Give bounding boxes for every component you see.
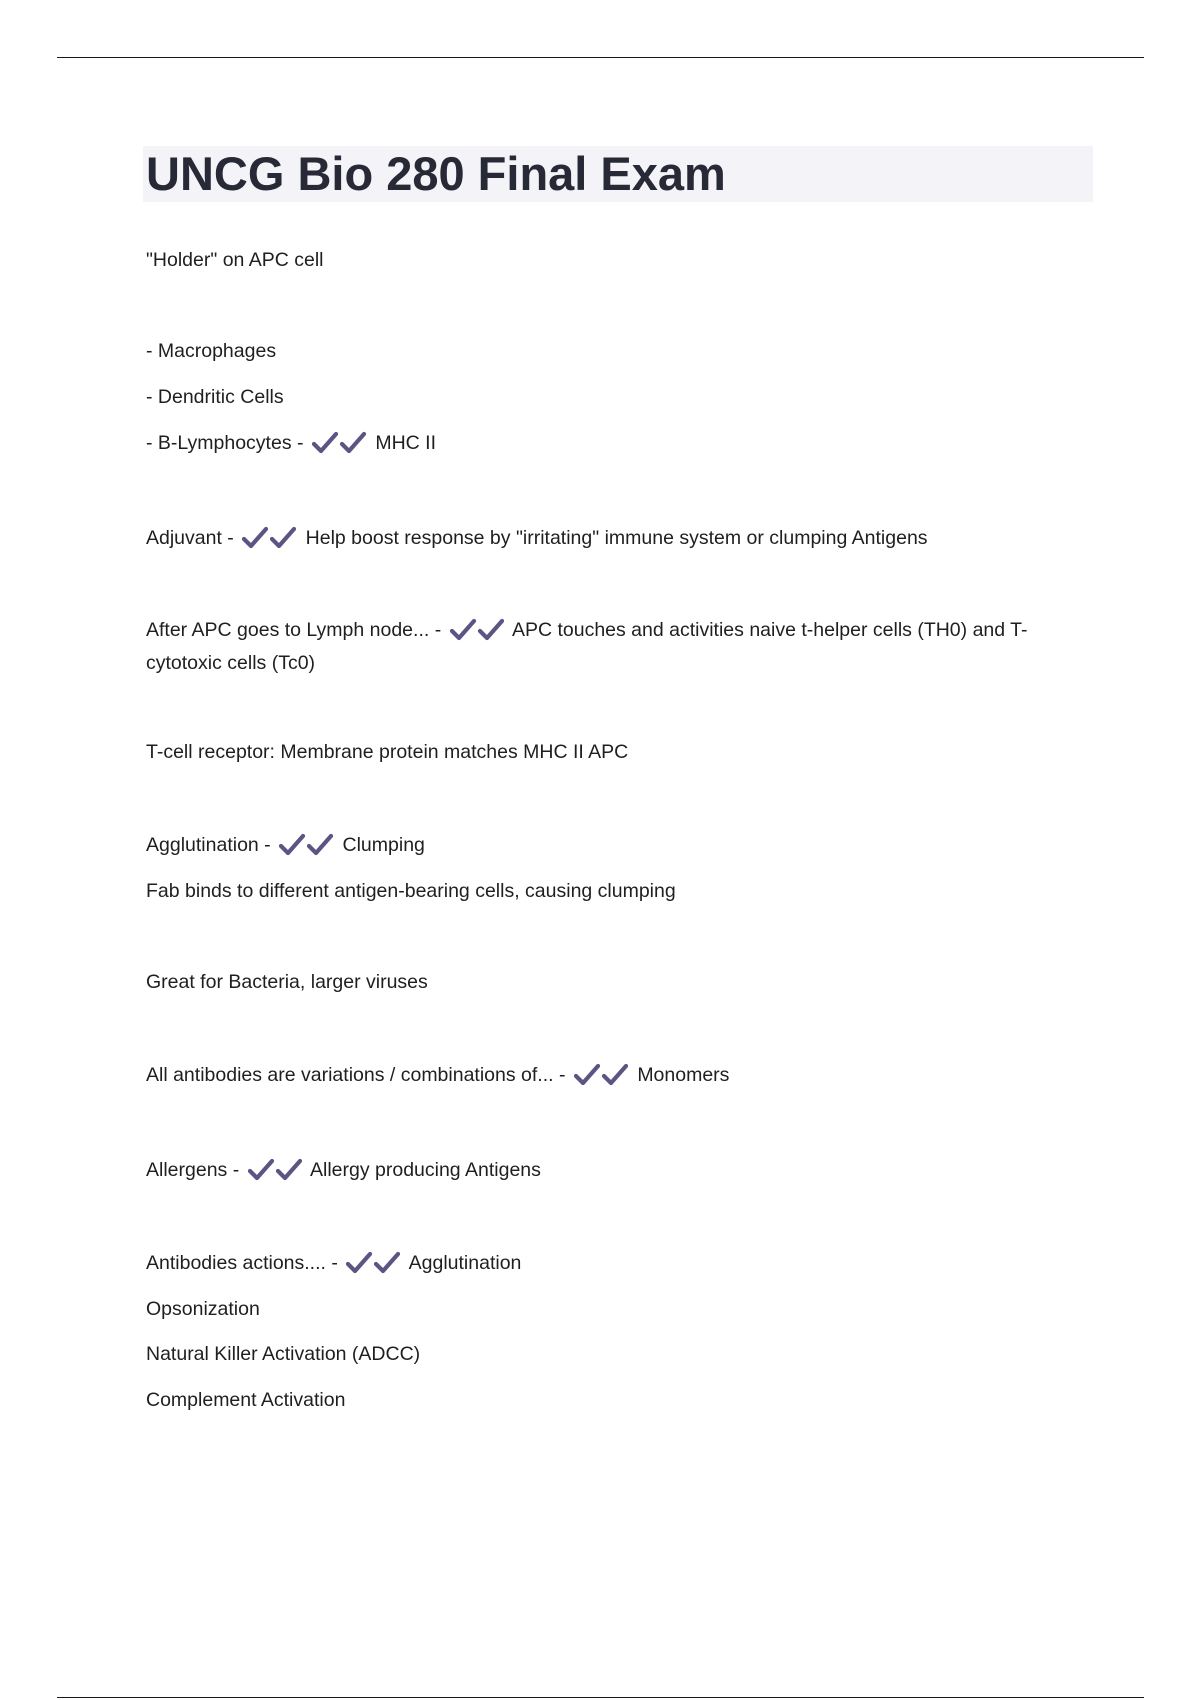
allergens-term: Allergens - [146,1159,240,1181]
allergens-card [146,1155,541,1188]
blymph-answer: MHC II [375,432,437,454]
adjuvant-answer: Help boost response by "irritating" immune system or clumping Antigens [305,527,928,549]
antibodies-answer: Monomers [637,1064,730,1086]
double-check-icon [449,618,505,648]
holder-term: "Holder" on APC cell [146,249,324,271]
antibodies-term: All antibodies are variations / combinations of... - [146,1064,566,1086]
blymph-term: - B-Lymphocytes - [146,432,304,454]
antibodies-card [146,1060,729,1093]
apc-answer: APC touches and activities naive t-helper cells (TH0) and T-cytotoxic cells (Tc0) [146,619,1028,674]
double-check-icon [573,1063,629,1093]
tcell-receptor-line: T-cell receptor: Membrane protein matches MHC II APC [146,741,629,763]
allergens-answer: Allergy producing Antigens [309,1159,541,1181]
fab-line: Fab binds to different antigen-bearing cells, causing clumping [146,880,676,902]
double-check-icon [345,1251,401,1281]
top-rule [57,57,1144,58]
great-line: Great for Bacteria, larger viruses [146,971,428,993]
bottom-rule [57,1697,1144,1698]
adjuvant-term: Adjuvant - [146,527,234,549]
adjuvant-card [146,523,928,556]
agglutination-term: Agglutination - [146,834,271,856]
actions-card [146,1248,521,1281]
actions-item-complement: Complement Activation [146,1389,346,1411]
double-check-icon [241,526,297,556]
holder-item-blymph [146,428,436,461]
apc-term: After APC goes to Lymph node... - [146,619,442,641]
double-check-icon [247,1158,303,1188]
page-title: UNCG Bio 280 Final Exam [146,147,726,200]
double-check-icon [278,833,334,863]
holder-item-dendritic: - Dendritic Cells [146,386,284,408]
agglutination-answer: Clumping [342,834,425,856]
agglutination-card [146,830,425,863]
actions-answer: Agglutination [408,1252,522,1274]
double-check-icon [311,431,367,461]
holder-item-macrophages: - Macrophages [146,340,277,362]
actions-item-nk: Natural Killer Activation (ADCC) [146,1343,421,1365]
actions-item-opsonization: Opsonization [146,1298,260,1320]
actions-term: Antibodies actions.... - [146,1252,338,1274]
apc-card [146,615,1046,678]
